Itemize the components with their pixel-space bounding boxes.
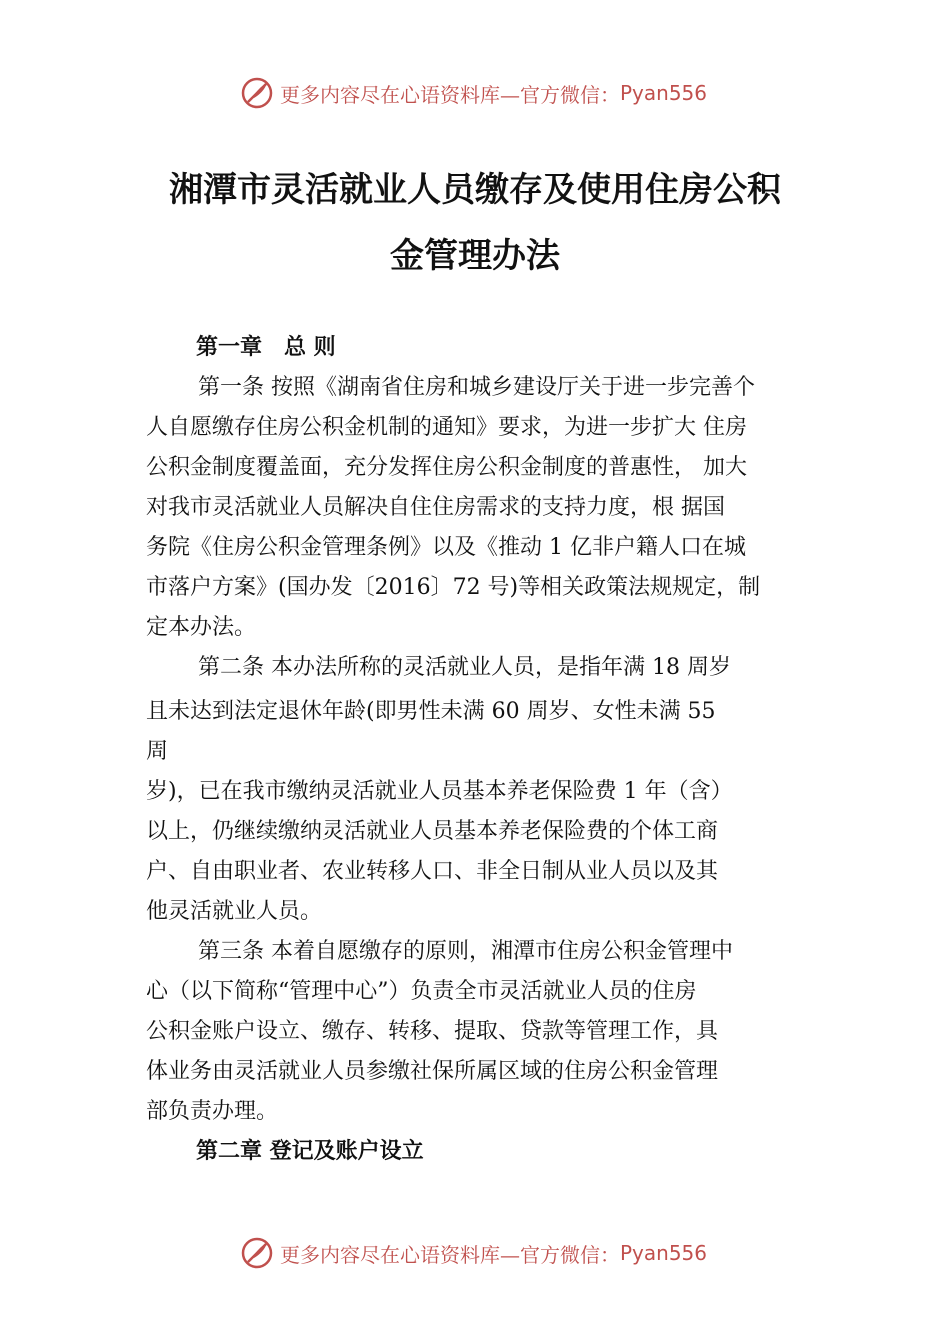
- paragraph-line: 体业务由灵活就业人员参缴社保所属区域的住房公积金管理: [146, 1059, 719, 1084]
- banner-wechat-id: Pyan556: [620, 81, 708, 105]
- paragraph-line: 部负责办理。: [146, 1099, 279, 1124]
- document-title-line-2: 金管理办法: [390, 236, 560, 276]
- paragraph-line: 第一条 按照《湖南省住房和城乡建设厅关于进一步完善个: [198, 375, 755, 400]
- paragraph-line: 第二条 本办法所称的灵活就业人员，是指年满 18 周岁: [198, 655, 731, 680]
- paragraph-line: 岁)，已在我市缴纳灵活就业人员基本养老保险费 1 年（含）: [146, 779, 733, 804]
- paragraph-line: 以上，仍继续缴纳灵活就业人员基本养老保险费的个体工商: [146, 819, 719, 844]
- paragraph-line: 人自愿缴存住房公积金机制的通知》要求，为进一步扩大 住房: [146, 415, 747, 440]
- paragraph-line: 定本办法。: [146, 615, 257, 640]
- footer-banner: [240, 1235, 707, 1271]
- paragraph-line: 务院《住房公积金管理条例》以及《推动 1 亿非户籍人口在城: [146, 535, 746, 560]
- paragraph-line: 第三条 本着自愿缴存的原则，湘潭市住房公积金管理中: [198, 939, 733, 964]
- paragraph-line: 他灵活就业人员。: [146, 899, 323, 924]
- paragraph-line: 户、自由职业者、农业转移人口、非全日制从业人员以及其: [146, 859, 719, 884]
- banner-text: 更多内容尽在心语资料库—官方微信：: [280, 82, 620, 107]
- paragraph-line: 公积金账户设立、缴存、转移、提取、贷款等管理工作，具: [146, 1019, 719, 1044]
- paragraph-line: 心（以下简称“管理中心”）负责全市灵活就业人员的住房: [146, 979, 697, 1004]
- quill-logo-icon: [240, 76, 274, 110]
- header-banner: [240, 75, 707, 111]
- chapter-heading: 第二章 登记及账户设立: [196, 1139, 424, 1164]
- paragraph-line: 公积金制度覆盖面，充分发挥住房公积金制度的普惠性， 加大: [146, 455, 747, 480]
- paragraph-line: 且未达到法定退休年龄(即男性未满 60 周岁、女性未满 55: [146, 699, 716, 724]
- chapter-heading: 第一章 总 则: [196, 335, 336, 360]
- quill-logo-icon: [240, 1236, 274, 1270]
- banner-text: 更多内容尽在心语资料库—官方微信：: [280, 1242, 620, 1267]
- banner-wechat-id: Pyan556: [620, 1241, 708, 1265]
- paragraph-line: 市落户方案》(国办发〔2016〕72 号)等相关政策法规规定，制: [146, 575, 761, 600]
- paragraph-line: 对我市灵活就业人员解决自住住房需求的支持力度，根 据国: [146, 495, 725, 520]
- paragraph-line: 周: [146, 739, 169, 764]
- document-title-line-1: 湘潭市灵活就业人员缴存及使用住房公积: [169, 170, 781, 210]
